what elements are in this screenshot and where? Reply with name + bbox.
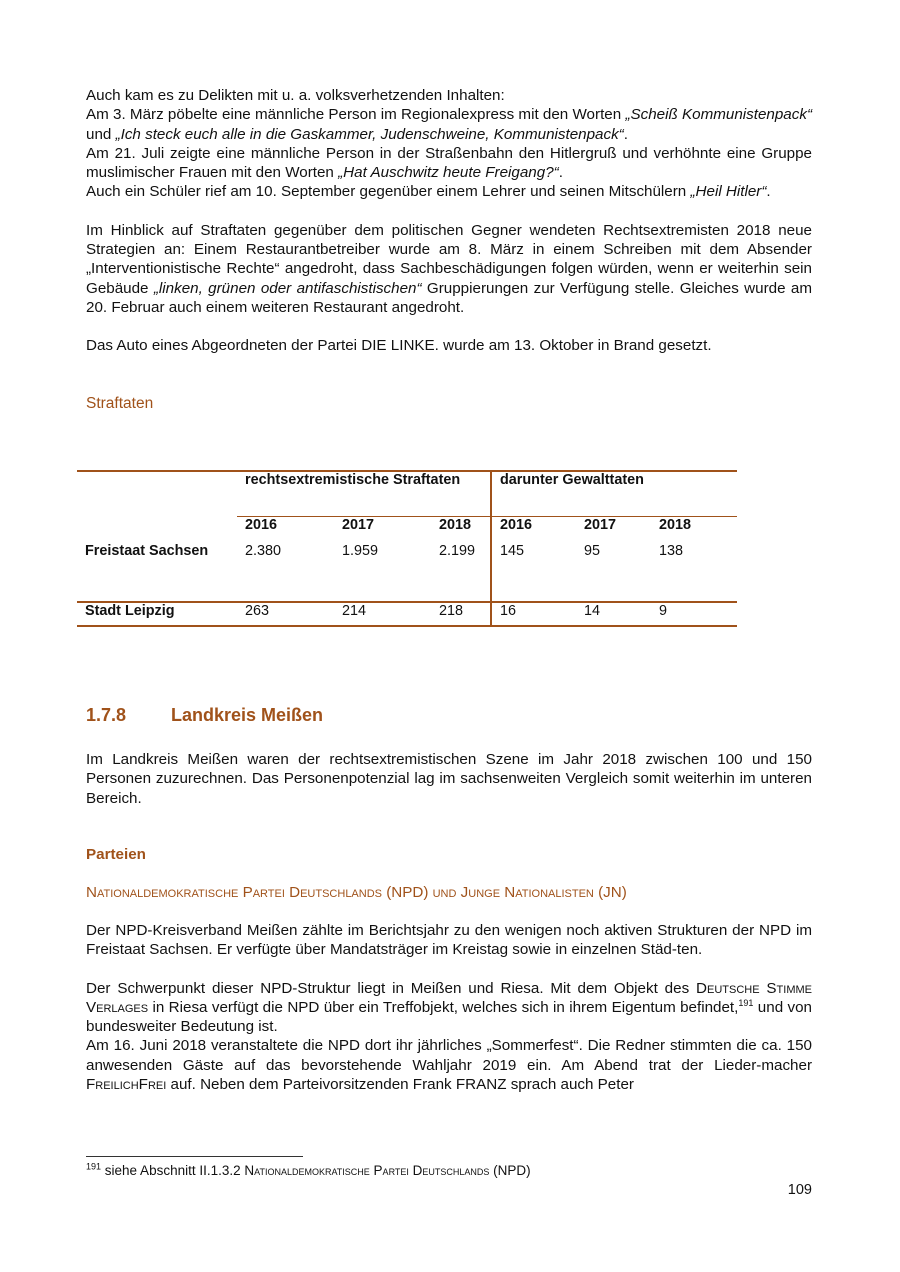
table-cell: 138 [659, 543, 684, 559]
section-intro [86, 750, 812, 808]
row-label: Stadt Leipzig [77, 602, 237, 626]
footnote-number: 191 [86, 1161, 102, 1172]
page-number: 109 [787, 1182, 812, 1198]
group-header-gewalttaten: darunter Gewalttaten [491, 471, 737, 517]
table-row [77, 543, 737, 602]
paragraph-car: Das Auto eines Abgeordneten der Partei DIE LINKE. wurde am 13. Oktober in Brand gesetzt. [86, 337, 712, 355]
table-cell: 218 [431, 602, 491, 626]
table-title: Straftaten [86, 394, 154, 412]
intro-line: Auch kam es zu Delikten mit u. a. volksverhetzenden Inhalten: [86, 87, 505, 104]
section-number: 1.7.8 [86, 705, 127, 725]
footnote-ref[interactable]: 191 [738, 997, 754, 1008]
straftaten-table [77, 470, 737, 627]
table-cell: 2.199 [439, 543, 476, 559]
npd-text [86, 921, 812, 1094]
table-cell: 263 [237, 602, 334, 626]
table-cell: 14 [576, 602, 651, 626]
year-header: 2016 [491, 517, 576, 544]
year-header: 2016 [237, 517, 334, 544]
table-cell: 95 [584, 543, 601, 559]
section-title: Landkreis Meißen [171, 705, 324, 725]
year-header: 2018 [431, 517, 491, 544]
table-cell: 9 [651, 602, 737, 626]
group-header-straftaten: rechtsextremistische Straftaten [237, 471, 491, 517]
table-cell: 2.380 [245, 543, 282, 559]
row-label: Freistaat Sachsen [85, 543, 209, 559]
paragraph-regionalexpress: Am 3. März pöbelte eine männliche Person im Regionalexpress mit den Worten „Scheiß Kommunistenpack“ und „Ich steck euch alle in die Gaskammer, Judenschweine, Kommunistenpack“. [86, 106, 812, 143]
paragraph-sommerfest: Am 16. Juni 2018 veranstaltete die NPD dort ihr jährliches „Sommerfest“. Die Redner stimmten die ca. 150 anwesenden Gäste auf das bevorstehende Wahljahr 2019 ein. Am Abend trat der Lieder-macher FreilichFrei auf. Neben dem Parteivorsitzenden Frank FRANZ sprach auch Peter [86, 1037, 812, 1094]
subheading-parteien: Parteien [86, 846, 146, 863]
document-body [86, 86, 812, 413]
subheading-npd: Nationaldemokratische Partei Deutschlands (NPD) und Junge Nationalisten (JN) [86, 884, 627, 901]
paragraph-strategy: Im Hinblick auf Straftaten gegenüber dem politischen Gegner wendeten Rechtsextremisten 2018 neue Strategien an: Einem Restaurantbetreiber wurde am 8. März in einem Schreiben mit dem Absender „Interventionistische Rechte“ angedroht, dass Sachbeschädigungen folgen würden, wenn er weiterhin sein Gebäude „linken, grünen oder antifaschistischen“ Gruppierungen zur Verfügung stelle. Gleiches wurde am 20. Februar auch einem weiteren Restaurant angedroht. [86, 221, 812, 316]
section-heading [86, 705, 323, 726]
year-header: 2017 [334, 517, 431, 544]
paragraph-personenpotenzial: Im Landkreis Meißen waren der rechtsextremistischen Szene im Jahr 2018 zwischen 100 und 150 Personen zuzurechnen. Das Personenpotenzial lag im sachsenweiten Vergleich somit weiterhin im unteren Bereich. [86, 751, 812, 807]
year-header: 2017 [576, 517, 651, 544]
table-cell: 145 [491, 543, 576, 602]
paragraph-schueler: Auch ein Schüler rief am 10. September gegenüber einem Lehrer und seinen Mitschülern „Heil Hitler“. [86, 183, 771, 201]
footnote: $^{191}$ siehe Abschnitt II.1.3.2 Nationaldemokratische Partei Deutschlands (NPD) [86, 1161, 531, 1178]
year-header: 2018 [651, 517, 737, 544]
footnote-divider [86, 1156, 303, 1157]
table-cell: 1.959 [342, 543, 379, 559]
paragraph-schwerpunkt: Der Schwerpunkt dieser NPD-Struktur liegt in Meißen und Riesa. Mit dem Objekt des Deutsche Stimme Verlages in Riesa verfügt die NPD über ein Treffobjekt, welches sich in ihrem Eigentum befindet,$^{191}$ und von bundesweiter Bedeutung ist. [86, 979, 812, 1036]
paragraph-kreisverband: Der NPD-Kreisverband Meißen zählte im Berichtsjahr zu den wenigen noch aktiven Strukturen der NPD im Freistaat Sachsen. Er verfügte über Mandatsträger im Kreistag sowie in einzelnen Städ-ten. [86, 922, 812, 959]
table-row [77, 602, 737, 626]
table-group-header [77, 471, 737, 517]
paragraph-strassenbahn: Am 21. Juli zeigte eine männliche Person in der Straßenbahn den Hitlergruß und verhöhnte eine Gruppe muslimischer Frauen mit den Worten „Hat Auschwitz heute Freigang?“. [86, 144, 812, 182]
table-cell: 16 [491, 602, 576, 626]
table-year-header [77, 517, 737, 544]
table-cell: 214 [334, 602, 431, 626]
